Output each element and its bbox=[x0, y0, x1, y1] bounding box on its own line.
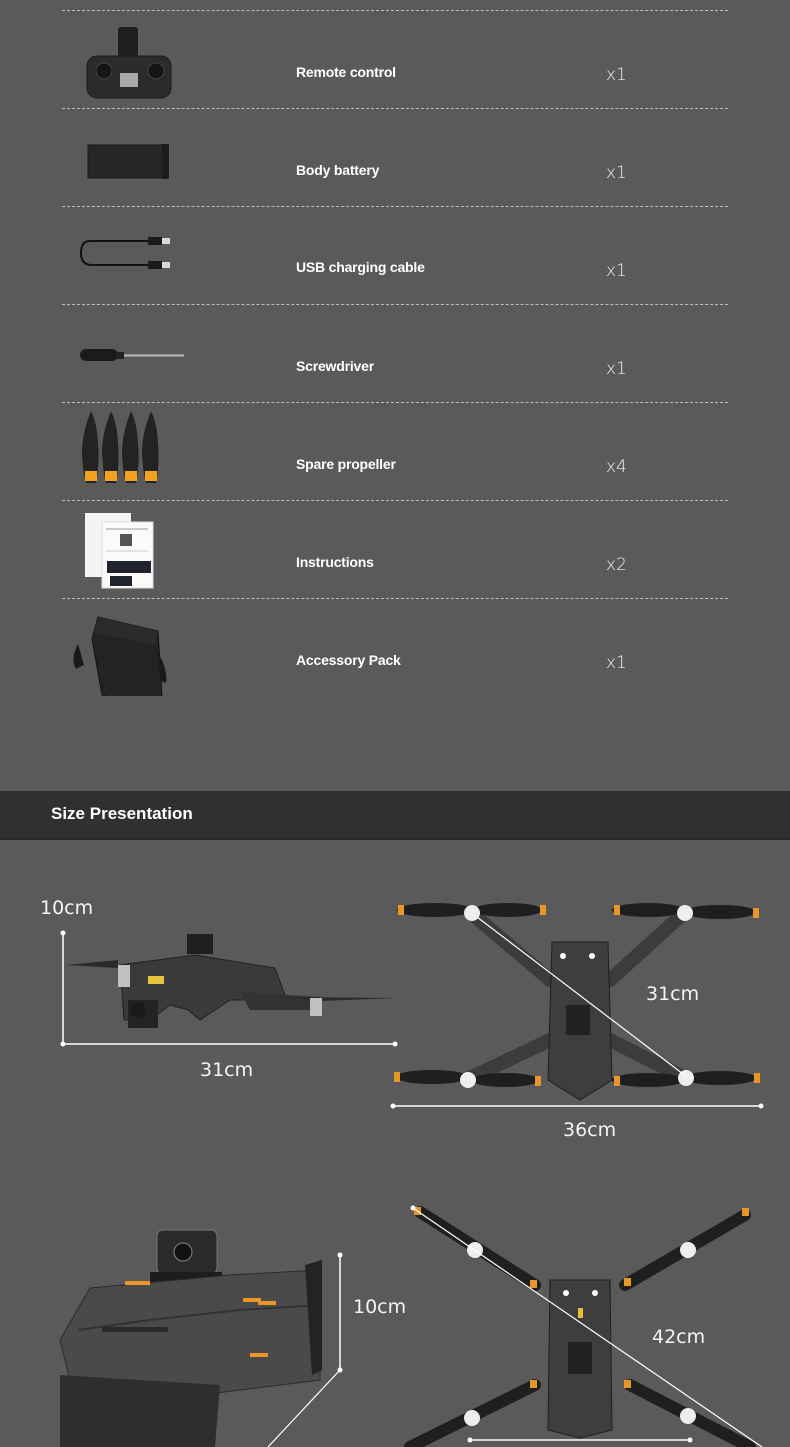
bag-icon bbox=[62, 599, 202, 696]
diagonal-label: 31cm bbox=[646, 983, 700, 1005]
size-folded-3d-view bbox=[0, 1180, 420, 1447]
size-folded-side-view bbox=[0, 870, 420, 1100]
item-name: Remote control bbox=[296, 64, 396, 80]
drone-x-illustration bbox=[390, 1190, 790, 1447]
item-qty: x2 bbox=[606, 555, 627, 575]
item-name: USB charging cable bbox=[296, 259, 425, 275]
screwdriver-icon bbox=[62, 305, 202, 402]
item-name: Screwdriver bbox=[296, 358, 374, 374]
length-label: 31cm bbox=[200, 1059, 254, 1081]
list-item-instructions bbox=[0, 501, 790, 598]
instructions-icon bbox=[62, 501, 202, 598]
size-unfolded-top-view bbox=[380, 880, 790, 1150]
diagonal-label: 42cm bbox=[652, 1326, 706, 1348]
list-item-screwdriver bbox=[0, 305, 790, 402]
item-name: Body battery bbox=[296, 162, 380, 178]
section-title: Size Presentation bbox=[51, 804, 193, 823]
remote-control-icon bbox=[62, 11, 202, 108]
item-qty: x4 bbox=[606, 457, 627, 477]
item-qty: x1 bbox=[606, 65, 627, 85]
item-qty: x1 bbox=[606, 163, 627, 183]
list-item-body-battery bbox=[0, 109, 790, 206]
item-qty: x1 bbox=[606, 653, 627, 673]
item-name: Accessory Pack bbox=[296, 652, 401, 668]
usb-cable-icon bbox=[62, 207, 202, 304]
height-label: 10cm bbox=[353, 1296, 407, 1318]
propeller-icon bbox=[62, 403, 202, 500]
list-item-usb-charging-cable bbox=[0, 207, 790, 304]
section-header-size bbox=[0, 791, 790, 840]
list-item-accessory-pack bbox=[0, 599, 790, 696]
item-qty: x1 bbox=[606, 261, 627, 281]
drone-top-illustration bbox=[380, 880, 790, 1150]
size-unfolded-x-view bbox=[390, 1190, 790, 1447]
height-label: 10cm bbox=[40, 897, 94, 919]
list-item-spare-propeller bbox=[0, 403, 790, 500]
item-name: Spare propeller bbox=[296, 456, 396, 472]
list-item-remote-control bbox=[0, 11, 790, 108]
item-qty: x1 bbox=[606, 359, 627, 379]
battery-icon bbox=[62, 109, 202, 206]
item-name: Instructions bbox=[296, 554, 374, 570]
width-label: 36cm bbox=[563, 1119, 617, 1141]
